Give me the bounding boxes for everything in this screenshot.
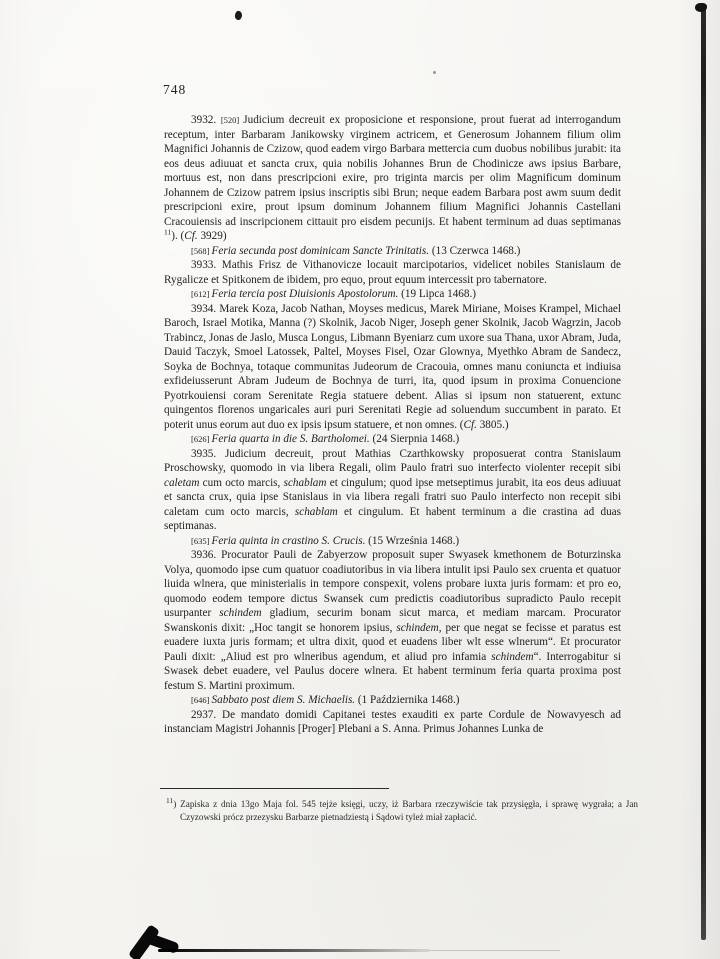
text-segment: caletam <box>164 476 200 489</box>
text-segment: 3935. Judicium decreuit, prout Mathias Czarthkowsky proposuerat contra Stanislaum Proschowsky, quomodo in via libera Regali, olim Paulo fratri suo interfecto violenter recepit sibi <box>164 447 621 474</box>
text-segment: Feria quarta in die S. Bartholomei. <box>211 433 370 445</box>
scan-bottom-line <box>158 949 430 952</box>
date-heading <box>164 534 621 549</box>
text-segment: (19 Lipca 1468.) <box>398 288 476 300</box>
page-number: 748 <box>163 82 187 97</box>
text-segment: [635] <box>191 535 212 546</box>
text-segment: , per que negat se fecisse et paratus est euadere iuxta juris formam; et ultra dixit, quod et euadens liber wlt esse wlnerum“. Et procurator Pauli dixit: „Aliud est pro wlneribus agendum, et aliud pro infamia <box>164 621 622 663</box>
text-segment: 3934. Marek Koza, Jacob Nathan, Moyses medicus, Marek Miriane, Moises Krampel, Michael Baroch, Israel Motika, Manna (?) Skolnik, Jacob Niger, Joseph gener Skolnik, Jacob Wagrzin, Jacob Trabincz, Jonas de Jaslo, Musca Longus, Libmann Byeniarz cum uxore sua Thana, uxor Abram, Juda, Dauid Taczyk, Smoel Latossek, Paltel, Moyses Fisel, Ozar Glownya, Myethko Abram de Sandecz, Soyka de Bochnya, totaque communitas Judeorum de Cracouia, omnes manu coniuncta et indiuisa exfideiusserunt Abram Judeum de Bochnya de turri, ita, quod ipsum in proxima Conuencione Pyotrkouiensi coram Serenitate Regia statuere debent. Alias si ipsum non statuerent, extunc quingentos florenos ungaricales auri puri Serenitati Regie ad soluendum succumbent in parato. Et poterit unus eorum aut duo ex ipsis ipsum statuere, et non omnes. ( <box>164 302 621 431</box>
text-segment: cum octo marcis, <box>199 476 284 489</box>
text-segment: Cf. <box>184 230 198 242</box>
paragraph <box>164 258 621 287</box>
text-segment: 3805.) <box>476 418 509 431</box>
text-segment: 3936. Procurator Pauli de Zabyerzow proposuit super Swyasek kmethonem de Boturzinska Volya, quomodo ipse cum quatuor coadiutoribus in via libera intulit ipsi Paulo sex cruenta et quatuor liuida wlnera, que ministerialis in tempore conspexit, volens probare iuxta juris formam: et pro eo, quomodo eodem tempore dictus Swansek cum predictis coadiutoribus supradicto Paulo recepit usurpanter <box>164 549 621 619</box>
date-heading <box>164 432 621 447</box>
text-segment: 11 <box>166 795 174 805</box>
date-heading <box>164 244 621 259</box>
text-segment: 3932. <box>191 114 221 126</box>
paragraph <box>164 447 621 534</box>
text-segment: ). ( <box>171 230 185 242</box>
text-segment: schablam <box>283 476 327 489</box>
text-segment: [646] <box>191 695 212 705</box>
text-segment: [568] <box>191 245 212 256</box>
text-segment: [520] <box>220 115 244 125</box>
scan-bottom-line-faint <box>430 950 560 951</box>
text-segment: Feria tercia post Diuisionis Apostolorum. <box>211 288 399 300</box>
text-column <box>164 113 621 737</box>
text-segment: schablam <box>294 505 338 518</box>
text-segment: schindem <box>219 607 262 619</box>
text-segment: 11 <box>164 227 172 237</box>
text-segment: (24 Sierpnia 1468.) <box>369 433 460 445</box>
ink-speck-small <box>433 71 436 74</box>
text-segment: [612] <box>191 289 212 299</box>
text-segment: et cingulum. Et habent terminum a die crastina ad duas septimanas. <box>164 505 621 532</box>
text-segment: (1 Października 1468.) <box>355 694 460 706</box>
paragraph <box>164 302 621 433</box>
date-heading <box>164 287 621 302</box>
text-segment: Feria secunda post dominicam Sancte Trinitatis. <box>211 244 430 257</box>
text-segment: (15 Września 1468.) <box>365 534 460 547</box>
text-segment: (13 Czerwca 1468.) <box>429 244 521 257</box>
text-segment: “. Interrogabitur si Swasek debet euadere, vel Paulus docere wlnera. Et habent terminum feria quarta proxima post festum S. Martini proximum. <box>164 650 621 692</box>
ink-speck-top <box>234 10 243 20</box>
text-segment: Judicium decreuit ex proposicione et responsione, prout fuerat ad interrogandum receptum, inter Barbaram Janikowsky virginem actricem, et Generosum Johannem filium olim Magnifici Johannis de Czizow, quod eadem virgo Barbara mettercia cum duobus nobilibus jurabit: ita eos deus adiuuat et sancta crux, quia nobilis Johannes Brun de Chodinicze aws ipsius Barbare, mortuus est, non dans prescripcioni exire, pro triginta marcis per olim Magnificum dominum Johannem de Czizow patrem ipsius inscriptis sibi Brun; neque eadem Barbara post awm suum dedit prescripcioni exire, prout ipsum dominum Johannem filium Magnifici Johannis Castellani Cracouiensis ad inscripcionem cittauit pro eisdem pecunijs. Et habent terminum ad duas septimanas <box>164 114 622 228</box>
scan-edge-line <box>701 4 706 940</box>
text-segment: Cf. <box>463 418 477 431</box>
text-segment: 3933. Mathis Frisz de Vithanovicze locauit marcipotarios, videlicet nobiles Stanislaum de Rygalicze et Spitkonem de ibidem, pro equo, prout equum intercessit pro tabernatore. <box>164 259 621 286</box>
text-segment: Feria quinta in crastino S. Crucis. <box>211 534 366 547</box>
text-segment: 2937. De mandato domidi Capitanei testes exauditi ex parte Cordule de Nowavyesch ad instanciam Magistri Johannis [Proger] Plebani a S. Anna. Primus Johannes Lunka de <box>164 708 621 735</box>
text-segment: et cingulum; quod ipse metseptimus jurabit, ita eos deus adiuuat et sancta crux, quia ipse Stanislaus in via libera regali fratri suo Paulo interfecto non recepit sibi caletam cum octo marcis, <box>164 476 621 518</box>
text-segment: [626] <box>191 434 212 444</box>
footnote <box>166 795 638 823</box>
text-segment: Sabbato post diem S. Michaelis. <box>211 694 356 706</box>
paragraph <box>164 548 621 693</box>
footnote-rule <box>160 788 389 789</box>
paragraph <box>164 113 621 244</box>
text-segment: gladium, securim bonam sicut marca, et mediam marcam. Procurator Swanskonis dixit: „Hoc tangit se honorem ipsius, <box>164 607 621 634</box>
date-heading <box>164 693 621 708</box>
paragraph <box>164 708 621 737</box>
text-segment: 3929) <box>197 230 227 242</box>
text-segment: schindem <box>491 650 534 663</box>
text-segment: ) Zapiska z dnia 13go Maja fol. 545 tejże księgi, uczy, iż Barbara rzeczywiście tak przysięgła, i sprawę wygrała; a Jan Czyzowski prócz przezysku Barbarze pietnadziestą i Sądowi tyleż miał zapłacić. <box>173 799 638 822</box>
text-segment: schindem <box>396 621 439 634</box>
